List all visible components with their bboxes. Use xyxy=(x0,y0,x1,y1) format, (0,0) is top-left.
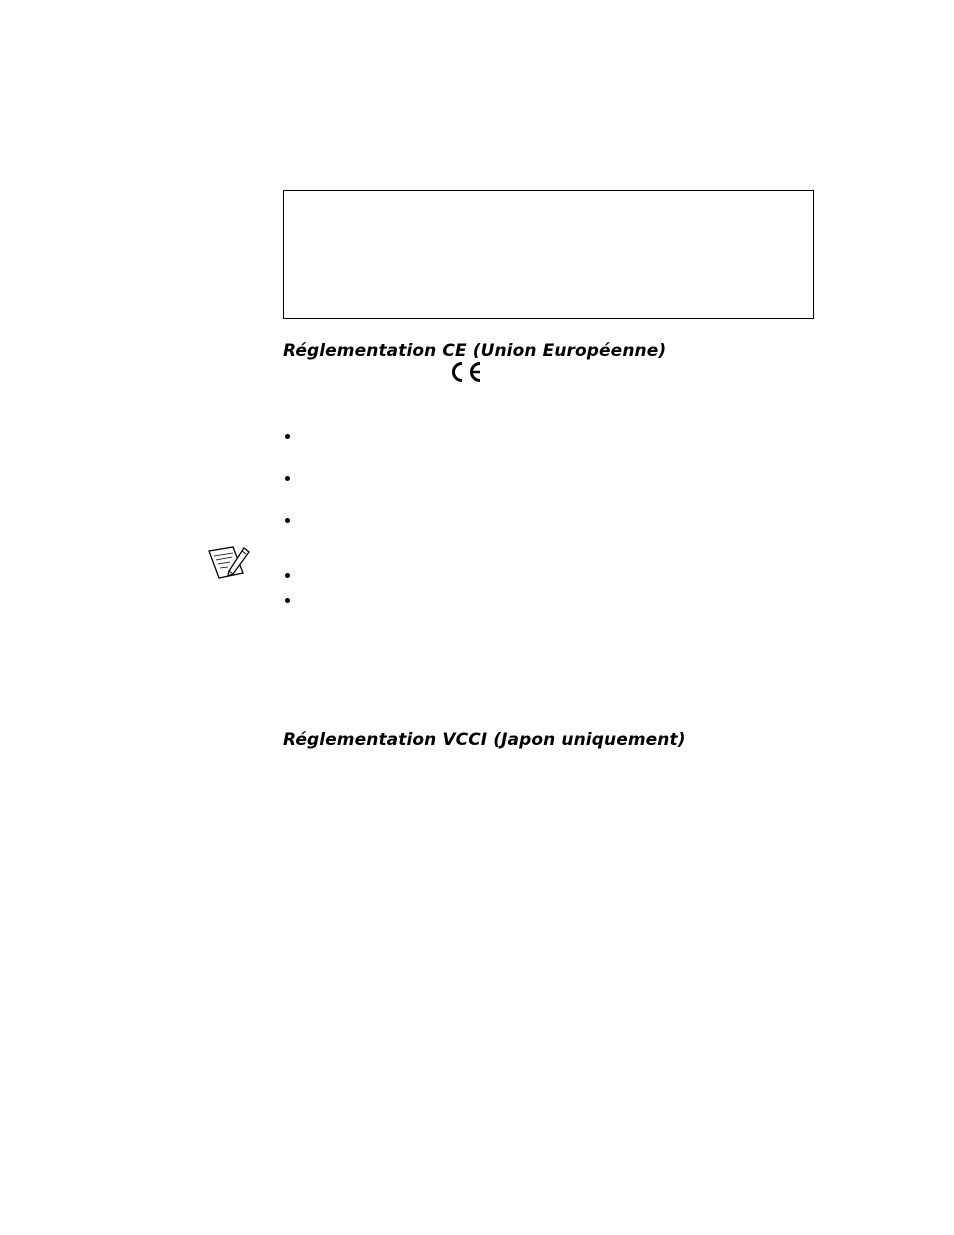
bullet-icon xyxy=(285,598,293,606)
bullet-icon xyxy=(285,573,293,581)
note-pencil-icon xyxy=(206,543,250,581)
bullet-icon xyxy=(285,518,293,526)
ce-regulation-heading: Réglementation CE (Union Européenne) xyxy=(283,341,667,361)
bullet-icon xyxy=(285,476,293,484)
bullet-icon xyxy=(285,434,293,442)
notice-box xyxy=(283,190,814,319)
ce-mark-icon xyxy=(447,360,483,384)
vcci-regulation-heading: Réglementation VCCI (Japon uniquement) xyxy=(283,730,686,750)
